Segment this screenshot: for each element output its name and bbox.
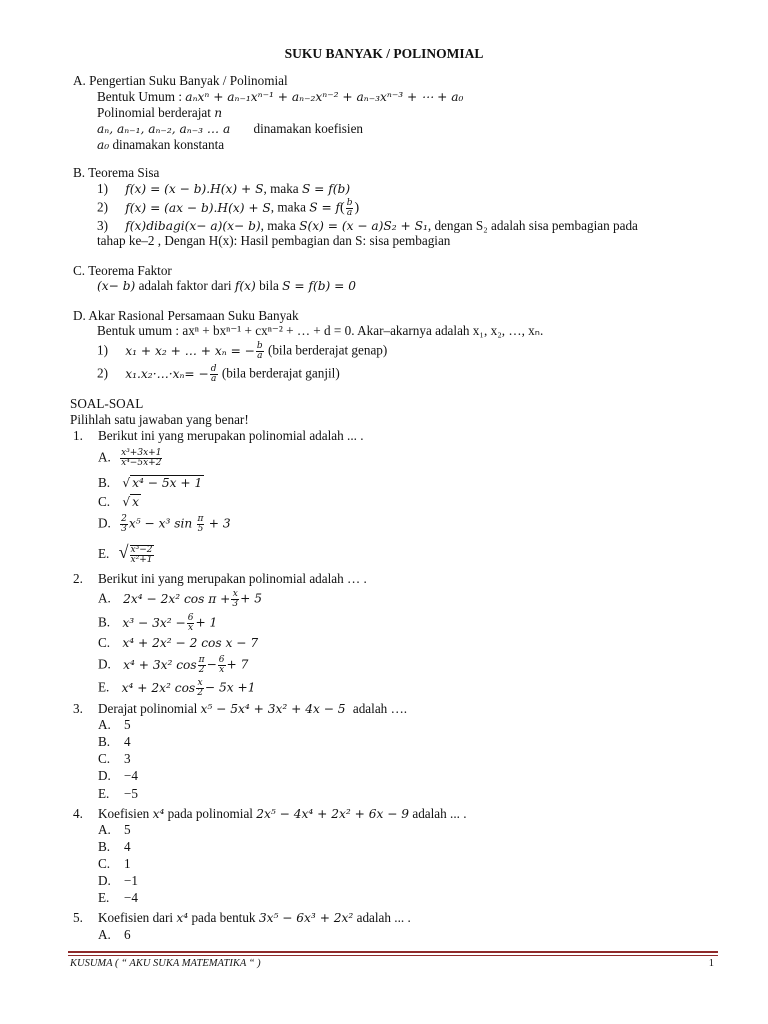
option-label: A. (98, 717, 111, 732)
option-value: 6 (124, 927, 131, 942)
item-number: 2) (97, 199, 108, 215)
option-math: − (206, 657, 217, 672)
option-label: E. (98, 786, 110, 801)
q1-option-e: E. √ $\frac{\text{x³−2}}{\text{x²+1}}$ (98, 542, 153, 565)
item-text: , maka (270, 199, 306, 215)
remainder-item-3 (97, 218, 638, 234)
fraction: $\frac{\text{x³+3x+1}}{\text{x⁴−5x+2}}$ (121, 448, 162, 468)
general-form-label: Bentuk Umum : (97, 89, 182, 104)
option-label: E. (98, 546, 110, 561)
degree-text: Polinomial berderajat (97, 105, 211, 120)
q4-option-b (98, 839, 131, 855)
item-text: , maka (260, 218, 296, 233)
remainder-item-2: 2) f(x) = (ax − b).H(x) + S, maka S = f( $\frac{b}{a}$ ) (97, 198, 360, 218)
question-text: Derajat polinomial (98, 701, 198, 716)
option-label: B. (98, 839, 111, 854)
option-value: 4 (124, 734, 131, 749)
q1-option-a (98, 449, 163, 468)
option-label: C. (98, 494, 111, 509)
option-label: A. (98, 449, 111, 465)
option-value: −5 (124, 786, 139, 801)
coefficient-label: dinamakan koefisien (253, 121, 364, 136)
footer-rule-thin (68, 955, 718, 956)
option-value: −1 (124, 873, 139, 888)
fraction: $\frac{\pi}{2}$ (198, 655, 205, 675)
q2-option-e (98, 679, 255, 698)
question-number: 5. (73, 910, 83, 925)
footer-author: KUSUMA ( “ AKU SUKA MATEMATIKA “ ) (70, 958, 261, 969)
option-label: A. (98, 590, 111, 606)
question-text: pada bentuk (191, 910, 256, 925)
item-math: S = f(b) (301, 182, 351, 196)
item-math: f(x) = (ax − b).H(x) + S (125, 200, 271, 215)
roots-general-line: Bentuk umum : axⁿ + bxⁿ⁻¹ + cxⁿ⁻² + … + d = 0. Akar–akarnya adalah x₁, x₂, …, xₙ. (97, 323, 544, 338)
option-label: D. (98, 656, 111, 672)
question-number: 1. (73, 428, 83, 443)
question-text: Koefisien (98, 806, 150, 821)
question-number: 2. (73, 571, 83, 586)
item-math: (x− b) (97, 279, 136, 293)
item-math: f(x)dibagi(x− a)(x− b) (125, 219, 261, 233)
degree-var: n (214, 106, 223, 120)
option-value: −4 (124, 768, 139, 783)
q4-option-c (98, 856, 131, 872)
option-math: + 3 (208, 516, 231, 531)
remainder-item-3-continued: tahap ke–2 , Dengan H(x): Hasil pembagian dan S: sisa pembagian (97, 233, 451, 248)
question-text: Berikut ini yang merupakan polinomial adalah ... . (98, 428, 364, 443)
q2-option-c (98, 635, 258, 651)
item-math: S = f (309, 200, 341, 215)
q2-option-b (98, 614, 217, 633)
fraction: $\frac{x}{2}$ (197, 678, 203, 698)
item-math: S(x) = (x − a)S₂ + S₁ (299, 219, 428, 233)
q3-option-b (98, 734, 131, 750)
option-value: 3 (124, 751, 131, 766)
coefficient-math: aₙ, aₙ₋₁, aₙ₋₂, aₙ₋₃ … a (97, 122, 231, 136)
option-label: D. (98, 873, 111, 888)
question-1 (73, 428, 364, 444)
item-math: f(x) = (x − b).H(x) + S (125, 182, 264, 196)
q3-option-d (98, 768, 139, 784)
question-text: Koefisien dari (98, 910, 174, 925)
fraction: $\frac{2}{3}$ (121, 514, 127, 534)
option-label: A. (98, 822, 111, 837)
fraction: $\frac{d}{a}$ (210, 364, 217, 384)
question-math: x⁴ (176, 911, 189, 925)
coefficient-line (97, 121, 363, 137)
option-label: B. (98, 614, 111, 630)
section-a-heading: A. Pengertian Suku Banyak / Polinomial (73, 73, 288, 88)
section-b-heading: B. Teorema Sisa (73, 165, 160, 180)
option-label: D. (98, 768, 111, 783)
general-form-math: aₙxⁿ + aₙ₋₁xⁿ⁻¹ + aₙ₋₂xⁿ⁻² + aₙ₋₃xⁿ⁻³ + ⋯ + a₀ (185, 90, 464, 104)
question-text: adalah …. (352, 701, 408, 716)
constant-label: dinamakan konstanta (112, 137, 225, 152)
option-label: C. (98, 856, 111, 871)
fraction: $\frac{6}{x}$ (187, 613, 194, 633)
item-text: adalah faktor dari (138, 278, 232, 293)
option-math: x (132, 495, 140, 509)
option-value: 5 (124, 717, 131, 732)
question-4 (73, 806, 467, 822)
q1-option-b: B. √ x⁴ − 5x + 1 (98, 475, 203, 490)
fraction: $\frac{x}{3}$ (232, 589, 239, 609)
option-math: + 5 (240, 591, 262, 606)
option-math: x⁴ + 3x² cos (123, 657, 197, 672)
fraction: $\frac{b}{a}$ (346, 198, 353, 218)
question-text: pada polinomial (167, 806, 253, 821)
general-form-line (97, 89, 463, 105)
exercise-heading: SOAL-SOAL (70, 396, 144, 411)
degree-line (97, 105, 222, 121)
q5-option-a (98, 927, 131, 943)
item-text: , dengan S₂ adalah sisa pembagian pada (427, 218, 638, 233)
item-text: (bila berderajat ganjil) (221, 365, 340, 381)
roots-item-1 (97, 342, 387, 361)
q4-option-d (98, 873, 139, 889)
q1-option-c: C. √ x (98, 494, 140, 509)
constant-line (97, 137, 224, 153)
fraction: $\frac{\text{x³−2}}{\text{x²+1}}$ (130, 544, 153, 565)
item-text: , maka (263, 181, 299, 196)
item-text: (bila berderajat genap) (267, 342, 388, 358)
section-c-heading: C. Teorema Faktor (73, 263, 172, 278)
section-d-heading: D. Akar Rasional Persamaan Suku Banyak (73, 308, 299, 323)
q2-option-d (98, 656, 248, 675)
question-math: 3x⁵ − 6x³ + 2x² (258, 911, 354, 925)
option-label: E. (98, 679, 110, 695)
item-number: 3) (97, 218, 108, 233)
item-number: 1) (97, 342, 108, 358)
q3-option-a (98, 717, 131, 733)
fraction: $\frac{\pi}{5}$ (197, 514, 204, 534)
option-value: 5 (124, 822, 131, 837)
item-number: 2) (97, 365, 108, 381)
question-2 (73, 571, 367, 587)
q1-option-d (98, 515, 231, 534)
option-label: B. (98, 734, 111, 749)
option-label: B. (98, 475, 111, 490)
option-label: A. (98, 927, 111, 942)
option-math: x⁵ − x³ sin (128, 516, 193, 531)
item-math: x₁.x₂·…·xₙ= − (125, 366, 209, 381)
q4-option-a (98, 822, 131, 838)
option-value: −4 (124, 890, 139, 905)
remainder-item-1 (97, 181, 350, 197)
question-number: 3. (73, 701, 83, 716)
question-math: 2x⁵ − 4x⁴ + 2x² + 6x − 9 (256, 807, 410, 821)
fraction: $\frac{b}{a}$ (256, 341, 263, 361)
question-text: adalah ... . (356, 910, 411, 925)
question-math: x⁵ − 5x⁴ + 3x² + 4x − 5 (200, 702, 346, 716)
roots-item-2 (97, 365, 340, 384)
item-text: bila (259, 278, 279, 293)
option-math: − 5x +1 (204, 680, 256, 695)
question-text: adalah ... . (412, 806, 467, 821)
item-math: S = f(b) = 0 (282, 279, 357, 293)
option-value: 1 (124, 856, 131, 871)
q2-option-a (98, 590, 262, 609)
item-math: x₁ + x₂ + … + xₙ = − (125, 343, 255, 358)
fraction: $\frac{6}{x}$ (218, 655, 225, 675)
footer-rule (68, 951, 718, 953)
option-label: D. (98, 515, 111, 531)
item-math: f(x) (234, 279, 256, 293)
option-math: x⁴ + 2x² − 2 cos x − 7 (122, 636, 259, 650)
question-math: x⁴ (152, 807, 165, 821)
option-label: C. (98, 635, 111, 650)
option-math: + 7 (226, 657, 249, 672)
question-5 (73, 910, 411, 926)
constant-math: a₀ (97, 138, 110, 152)
option-math: 2x⁴ − 2x² cos π + (123, 591, 231, 606)
page-title: SUKU BANYAK / POLINOMIAL (284, 46, 484, 61)
q3-option-e (98, 786, 139, 802)
option-value: 4 (124, 839, 131, 854)
option-label: C. (98, 751, 111, 766)
question-text: Berikut ini yang merupakan polinomial adalah … . (98, 571, 367, 586)
q4-option-e (98, 890, 139, 906)
option-math: x³ − 3x² − (122, 615, 186, 630)
option-label: E. (98, 890, 110, 905)
factor-theorem-line (97, 278, 356, 294)
item-number: 1) (97, 181, 108, 196)
page-number: 1 (708, 958, 714, 969)
option-math: + 1 (195, 615, 218, 630)
q3-option-c (98, 751, 131, 767)
exercise-instruction: Pilihlah satu jawaban yang benar! (70, 412, 249, 427)
option-math: x⁴ − 5x + 1 (132, 476, 203, 490)
option-math: x⁴ + 2x² cos (121, 680, 196, 695)
question-number: 4. (73, 806, 83, 821)
question-3 (73, 701, 408, 717)
